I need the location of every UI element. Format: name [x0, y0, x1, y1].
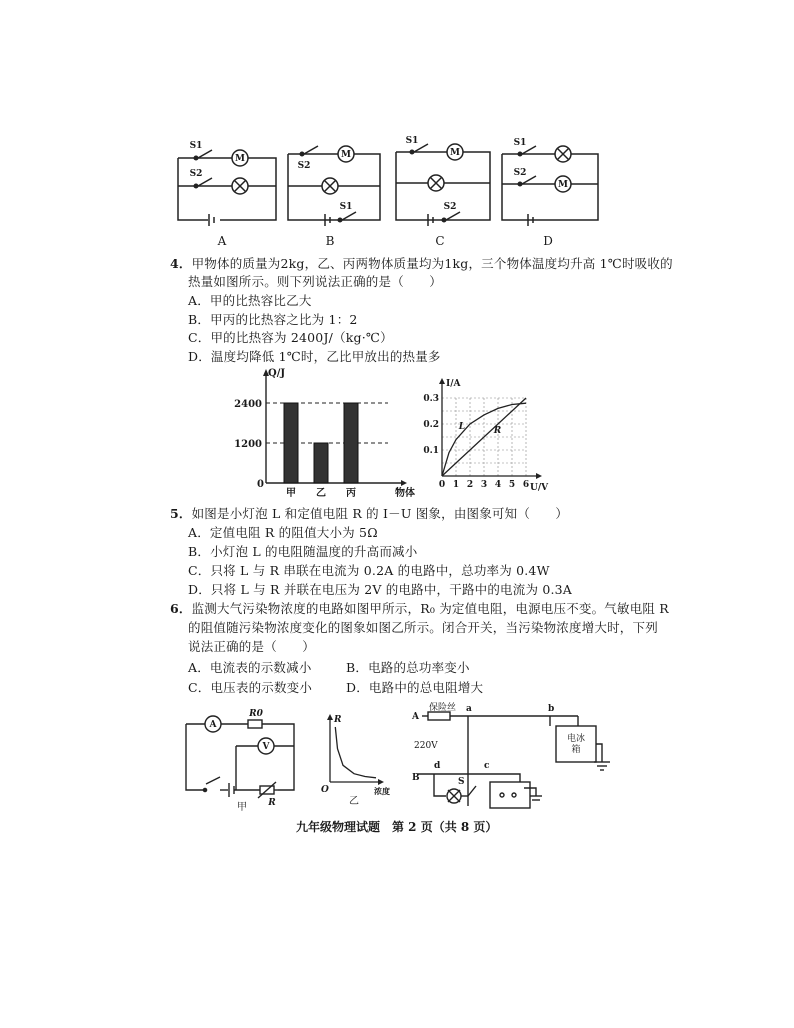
- q6-stem-line3: 说法正确的是（ ）: [188, 639, 316, 654]
- q6-stem-text: 监测大气污染物浓度的电路如图甲所示，R₀ 为定值电阻，电源电压不变。气敏电阻 R: [191, 601, 669, 616]
- voltmeter-symbol: V: [262, 742, 270, 752]
- iu-graph: [423, 376, 549, 506]
- page-footer: 九年级物理试题 第 2 页（共 8 页）: [296, 820, 498, 834]
- switch-label: S2: [189, 169, 203, 179]
- option-label-b: B: [325, 234, 335, 248]
- circuit-d: [502, 146, 598, 226]
- x-tick-label: 5: [508, 480, 516, 490]
- q6-stem-line1: [170, 601, 669, 617]
- y-tick-label: 0.1: [423, 446, 439, 456]
- y-tick-label: 0.2: [423, 420, 439, 430]
- bar: [284, 403, 298, 483]
- resistance-curve: [335, 727, 376, 778]
- fig-caption-yi: 乙: [349, 796, 359, 807]
- option-label-c: C: [435, 234, 445, 248]
- node-a-label: a: [466, 704, 472, 714]
- x-tick-label: 6: [522, 480, 530, 490]
- bar: [314, 443, 328, 483]
- r-label: R: [268, 798, 276, 808]
- heat-bar-chart: [220, 366, 420, 506]
- switch-label: S2: [513, 168, 527, 178]
- circuit-fig-jia: [176, 702, 306, 812]
- switch-label: S1: [189, 141, 203, 151]
- circuit-b: [288, 146, 380, 226]
- question-number: 6．: [170, 601, 192, 616]
- motor-symbol-b: M: [341, 150, 351, 160]
- node-d-label: d: [434, 761, 441, 771]
- x-tick-label: 0: [438, 480, 446, 490]
- x-axis-label: 物体: [395, 488, 415, 499]
- q6-option-c: C．电压表的示数变小: [188, 680, 313, 695]
- resistance-concentration-graph: [318, 712, 398, 812]
- x-tick-label: 2: [466, 480, 474, 490]
- motor-symbol-a: M: [235, 154, 245, 164]
- q6-stem-line2: 的阻值随污染物浓度变化的图象如图乙所示。闭合开关，当污染物浓度增大时，下列: [188, 620, 658, 635]
- q5-option-c: C．只将 L 与 R 串联在电流为 0.2A 的电路中，总功率为 0.4W: [188, 563, 550, 578]
- circuit-c: [396, 144, 490, 226]
- y-tick-label: 1200: [234, 439, 262, 450]
- q5-stem-text: 如图是小灯泡 L 和定值电阻 R 的 I－U 图象，由图象可知（ ）: [191, 506, 569, 521]
- x-axis-label: U/V: [530, 483, 549, 493]
- q6-option-b: B．电路的总功率变小: [346, 660, 470, 675]
- node-b-label: b: [548, 704, 555, 714]
- origin-label: 0: [257, 479, 264, 490]
- switch-label: S1: [513, 138, 527, 148]
- q4-option-a: A．甲的比热容比乙大: [188, 293, 312, 308]
- q5-option-b: B．小灯泡 L 的电阻随温度的升高而减小: [188, 544, 418, 559]
- circuit-options-figure: [0, 0, 794, 260]
- x-axis-label: 浓度: [374, 786, 390, 796]
- q5-option-a: A．定值电阻 R 的阻值大小为 5Ω: [188, 525, 378, 540]
- line-label-a-upper: A: [412, 712, 419, 722]
- r0-label: R0: [249, 709, 263, 719]
- bar: [344, 403, 358, 483]
- circuit-a: [178, 150, 276, 226]
- q5-stem: [170, 506, 568, 522]
- question-number: 5．: [170, 506, 192, 521]
- x-tick-label: 3: [480, 480, 488, 490]
- switch-label: S1: [405, 136, 419, 146]
- voltage-label: 220V: [414, 741, 438, 751]
- switch-label: S1: [339, 202, 353, 212]
- x-tick-label: 甲: [286, 488, 296, 499]
- q4-option-b: B．甲丙的比热容之比为 1：2: [188, 312, 358, 327]
- y-axis-label: R: [334, 715, 342, 725]
- y-tick-label: 2400: [234, 399, 262, 410]
- node-c-label: c: [484, 761, 490, 771]
- y-axis-label: Q/J: [268, 368, 286, 379]
- y-tick-label: 0.3: [423, 394, 439, 404]
- switch-s-label: S: [458, 777, 465, 787]
- line-label-b-upper: B: [412, 773, 420, 783]
- x-tick-label: 1: [452, 480, 460, 490]
- fuse-label: 保险丝: [429, 703, 457, 713]
- switch-label: S2: [443, 202, 457, 212]
- q4-stem-text: 甲物体的质量为2kg，乙、丙两物体质量均为1kg，三个物体温度均升高 1℃时吸收的: [191, 256, 673, 271]
- x-tick-label: 乙: [316, 488, 326, 499]
- q4-stem-line2: 热量如图所示。则下列说法正确的是（ ）: [188, 274, 443, 289]
- series-label-r: R: [493, 426, 502, 437]
- option-label-d: D: [543, 234, 553, 248]
- q5-option-d: D．只将 L 与 R 并联在电压为 2V 的电路中，干路中的电流为 0.3A: [188, 582, 573, 597]
- x-tick-label: 丙: [346, 488, 356, 499]
- origin-label: O: [321, 785, 329, 795]
- q4-option-d: D．温度均降低 1℃时，乙比甲放出的热量多: [188, 349, 441, 364]
- y-axis-label: I/A: [446, 379, 461, 389]
- household-circuit: [410, 700, 625, 820]
- x-tick-label: 4: [494, 480, 502, 490]
- q4-stem-line1: [170, 256, 673, 272]
- motor-symbol-c: M: [450, 148, 460, 158]
- fridge-label: 电冰箱: [566, 734, 586, 755]
- ammeter-symbol: A: [209, 720, 217, 730]
- fig-caption-jia: 甲: [237, 802, 247, 813]
- motor-symbol-d: M: [558, 180, 568, 190]
- question-number: 4．: [170, 256, 192, 271]
- q6-option-d: D．电路中的总电阻增大: [346, 680, 484, 695]
- series-label-l: L: [458, 422, 466, 433]
- option-label-a: A: [217, 234, 227, 248]
- q6-option-a: A．电流表的示数减小: [188, 660, 312, 675]
- q4-option-c: C．甲的比热容为 2400J/（kg·℃）: [188, 330, 393, 345]
- switch-label: S2: [297, 161, 311, 171]
